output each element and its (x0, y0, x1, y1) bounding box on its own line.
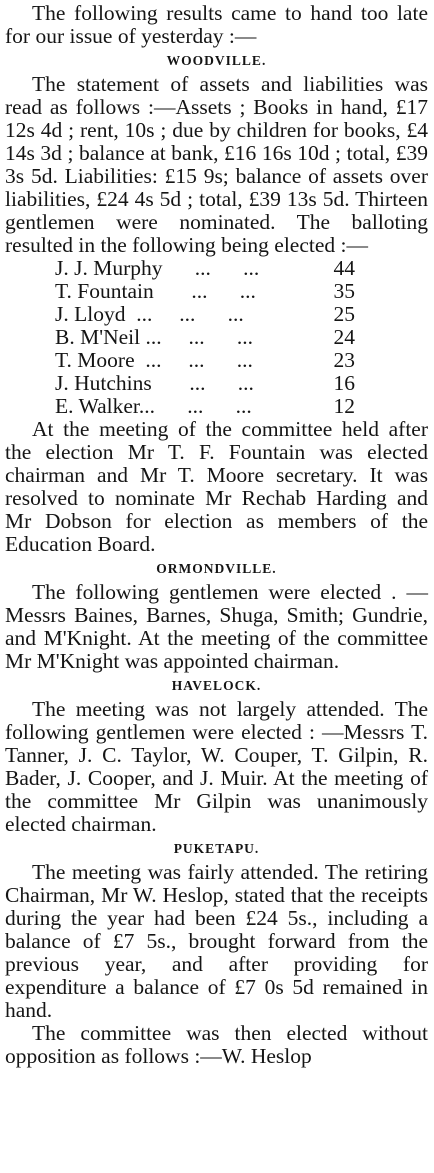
vote-count: 35 (333, 279, 355, 303)
ballot-row (55, 349, 355, 372)
woodville-paragraph: The statement of assets and liabilities was read as follows :—Assets ; Books in hand, £17 12s 4d ; rent, 10s ; due by children for books, £4 14s 3d ; balance at bank, £16 16s 10d ; total, £39 3s 5d. Liabilities: £15 9s; balance of assets over liabilities, £24 4s 5d ; total, £39 13s 5d. Thirteen gentlemen were nominated. The balloting resulted in the following being elected :— (5, 72, 428, 257)
candidate-name: E. Walker... ... ... (55, 394, 252, 418)
intro-paragraph: The following results came to hand too late for our issue of yesterday :— (5, 1, 428, 48)
ormondville-paragraph: The following gentlemen were elected . —Messrs Baines, Barnes, Shuga, Smith; Gundrie, and M'Knight. At the meeting of the committee Mr M'Knight was appointed chairman. (5, 580, 428, 673)
candidate-name: J. Hutchins ... ... (55, 371, 254, 395)
puketapu-committee-paragraph: The committee was then elected without opposition as follows :—W. Heslop (5, 1021, 428, 1068)
ballot-results-list (55, 257, 355, 418)
section-heading-ormondville: ORMONDVILLE. (156, 561, 277, 576)
section-heading-puketapu: PUKETAPU. (173, 841, 260, 856)
candidate-name: B. M'Neil ... ... ... (55, 325, 253, 349)
vote-count: 25 (333, 302, 355, 326)
woodville-committee-paragraph: At the meeting of the committee held after the election Mr T. F. Fountain was elected chairman and Mr T. Moore secretary. It was resolved to nominate Mr Rechab Harding and Mr Dobson for election as members of the Education Board. (5, 417, 428, 556)
candidate-name: T. Fountain ... ... (55, 279, 256, 303)
ballot-row (55, 257, 355, 280)
ballot-row (55, 372, 355, 395)
candidate-name: J. J. Murphy ... ... (55, 256, 260, 280)
vote-count: 16 (333, 371, 355, 395)
havelock-paragraph: The meeting was not largely attended. The following gentlemen were elected : —Messrs T. Tanner, J. C. Taylor, W. Couper, T. Gilpin, R. Bader, J. Cooper, and J. Muir. At the meeting of the committee Mr Gilpin was unanimously elected chairman. (5, 697, 428, 836)
vote-count: 24 (333, 325, 355, 349)
section-heading-havelock: HAVELOCK. (171, 678, 262, 693)
ballot-row (55, 280, 355, 303)
candidate-name: T. Moore ... ... ... (55, 348, 253, 372)
ballot-row (55, 303, 355, 326)
ballot-row (55, 326, 355, 349)
candidate-name: J. Lloyd ... ... ... (55, 302, 244, 326)
puketapu-paragraph: The meeting was fairly attended. The retiring Chairman, Mr W. Heslop, stated that the receipts during the year had been £24 5s., including a balance of £7 5s., brought forward from the previous year, and after providing for expenditure a balance of £7 0s 5d remained in hand. (5, 860, 428, 1022)
section-heading-woodville: WOODVILLE. (166, 53, 267, 68)
vote-count: 44 (333, 256, 355, 280)
ballot-row (55, 395, 355, 418)
vote-count: 23 (333, 348, 355, 372)
vote-count: 12 (333, 394, 355, 418)
